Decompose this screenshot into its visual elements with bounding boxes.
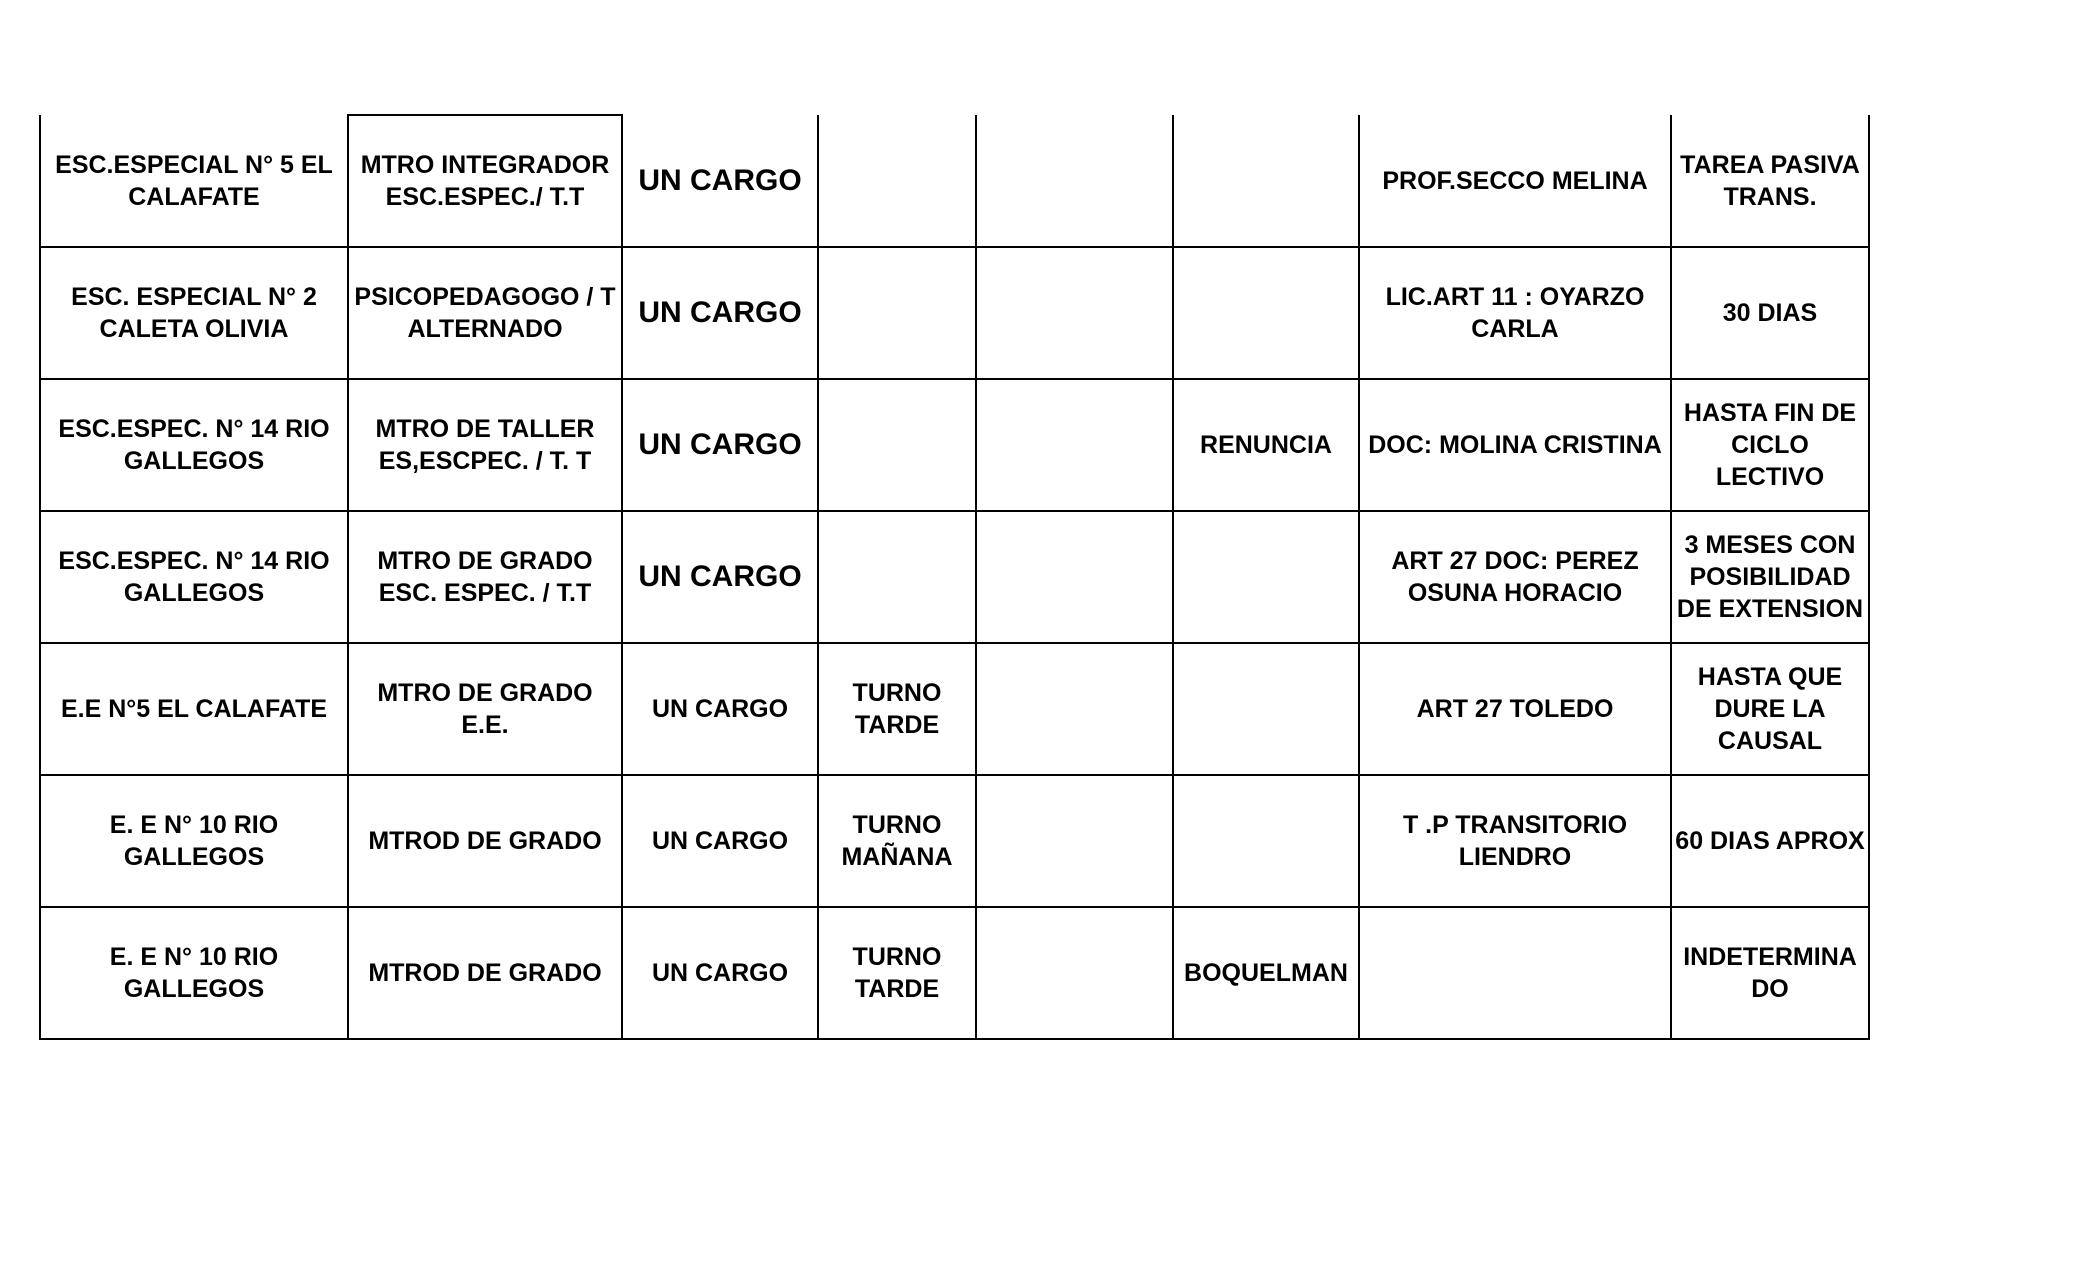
school-cell: ESC. ESPECIAL N° 2 CALETA OLIVIA [40, 247, 348, 379]
holder-cell: ART 27 DOC: PEREZ OSUNA HORACIO [1359, 511, 1671, 643]
position-cell: MTROD DE GRADO [348, 907, 622, 1039]
school-cell: E. E N° 10 RIO GALLEGOS [40, 775, 348, 907]
table-row [40, 907, 1869, 1039]
position-cell: PSICOPEDAGOGO / T ALTERNADO [348, 247, 622, 379]
reason-cell [1173, 115, 1359, 247]
shift-cell [818, 115, 976, 247]
reason-cell [1173, 247, 1359, 379]
quantity-cell: UN CARGO [622, 643, 818, 775]
quantity-cell: UN CARGO [622, 379, 818, 511]
position-cell: MTRO DE GRADO ESC. ESPEC. / T.T [348, 511, 622, 643]
empty-cell [976, 511, 1173, 643]
holder-cell [1359, 907, 1671, 1039]
quantity-cell: UN CARGO [622, 247, 818, 379]
shift-cell: TURNO MAÑANA [818, 775, 976, 907]
duration-cell: 3 MESES CON POSIBILIDAD DE EXTENSION [1671, 511, 1869, 643]
reason-cell [1173, 643, 1359, 775]
school-cell: ESC.ESPEC. N° 14 RIO GALLEGOS [40, 379, 348, 511]
holder-cell: DOC: MOLINA CRISTINA [1359, 379, 1671, 511]
school-cell: E.E N°5 EL CALAFATE [40, 643, 348, 775]
quantity-cell: UN CARGO [622, 775, 818, 907]
quantity-cell: UN CARGO [622, 511, 818, 643]
shift-cell: TURNO TARDE [818, 907, 976, 1039]
school-cell: ESC.ESPECIAL N° 5 EL CALAFATE [40, 115, 348, 247]
holder-cell: ART 27 TOLEDO [1359, 643, 1671, 775]
school-cell: ESC.ESPEC. N° 14 RIO GALLEGOS [40, 511, 348, 643]
holder-cell: T .P TRANSITORIO LIENDRO [1359, 775, 1671, 907]
duration-cell: HASTA QUE DURE LA CAUSAL [1671, 643, 1869, 775]
shift-cell [818, 247, 976, 379]
duration-cell: 30 DIAS [1671, 247, 1869, 379]
table-row [40, 643, 1869, 775]
empty-cell [976, 379, 1173, 511]
duration-cell: 60 DIAS APROX [1671, 775, 1869, 907]
empty-cell [976, 247, 1173, 379]
shift-cell [818, 511, 976, 643]
reason-cell [1173, 511, 1359, 643]
reason-cell: RENUNCIA [1173, 379, 1359, 511]
empty-cell [976, 115, 1173, 247]
reason-cell: BOQUELMAN [1173, 907, 1359, 1039]
quantity-cell: UN CARGO [622, 115, 818, 247]
table-row [40, 247, 1869, 379]
position-cell: MTRO INTEGRADOR ESC.ESPEC./ T.T [348, 115, 622, 247]
empty-cell [976, 643, 1173, 775]
duration-cell: HASTA FIN DE CICLO LECTIVO [1671, 379, 1869, 511]
position-cell: MTRO DE TALLER ES,ESCPEC. / T. T [348, 379, 622, 511]
reason-cell [1173, 775, 1359, 907]
holder-cell: PROF.SECCO MELINA [1359, 115, 1671, 247]
shift-cell [818, 379, 976, 511]
table-row [40, 775, 1869, 907]
vacancy-table [39, 114, 1870, 1040]
duration-cell: INDETERMINA DO [1671, 907, 1869, 1039]
school-cell: E. E N° 10 RIO GALLEGOS [40, 907, 348, 1039]
empty-cell [976, 907, 1173, 1039]
duration-cell: TAREA PASIVA TRANS. [1671, 115, 1869, 247]
table-row [40, 115, 1869, 247]
position-cell: MTRO DE GRADO E.E. [348, 643, 622, 775]
quantity-cell: UN CARGO [622, 907, 818, 1039]
shift-cell: TURNO TARDE [818, 643, 976, 775]
empty-cell [976, 775, 1173, 907]
table-row [40, 511, 1869, 643]
position-cell: MTROD DE GRADO [348, 775, 622, 907]
holder-cell: LIC.ART 11 : OYARZO CARLA [1359, 247, 1671, 379]
table-row [40, 379, 1869, 511]
